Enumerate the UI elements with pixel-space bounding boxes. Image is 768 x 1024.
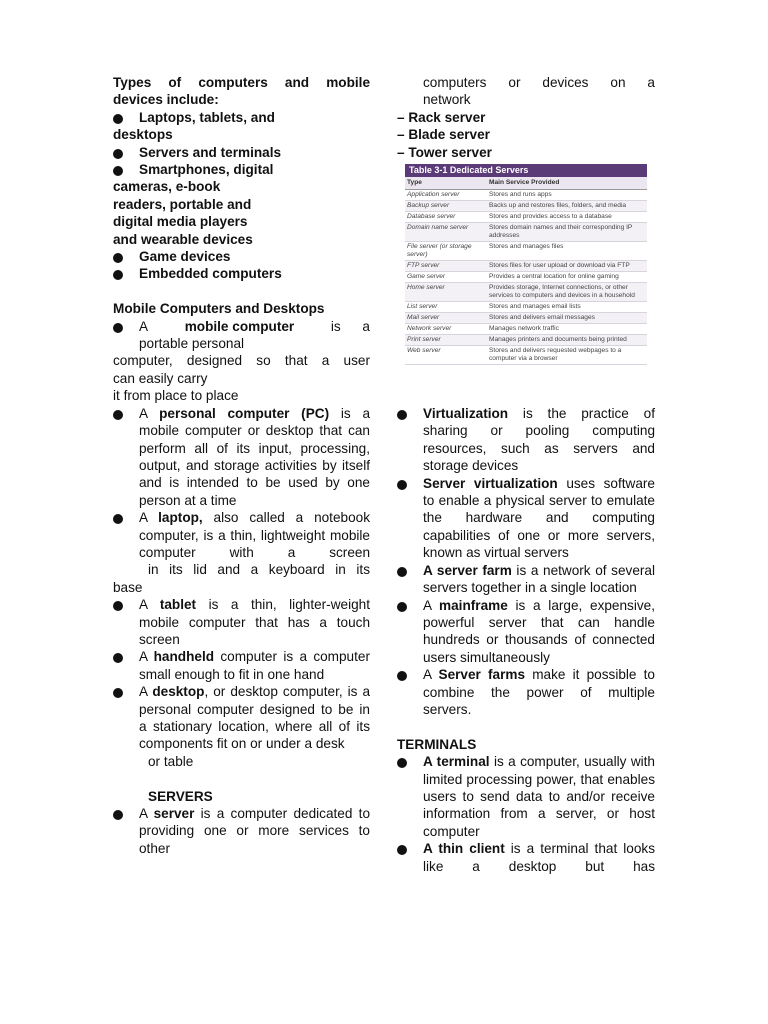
bullet-icon [397,845,407,855]
bullet-item: A handheld computer is a computer small enough to fit in one hand [113,648,370,683]
table-row [405,201,647,212]
table-row [405,346,647,365]
term: mainframe [439,597,508,613]
bullet-item: A tablet is a thin, lighter-weight mobile computer that has a touch screen [113,596,370,648]
bullet-icon [113,253,123,263]
bullet-continuation: readers, portable and [113,196,252,212]
service-cell: Stores files for user upload or download via FTP [487,261,647,272]
table-header: Main Service Provided [487,177,647,190]
service-cell: Stores and delivers email messages [487,313,647,324]
bullet-icon [397,410,407,420]
bullet-continuation: digital media players [113,214,248,230]
term: A server farm [423,562,512,578]
table-row [405,302,647,313]
service-cell: Manages printers and documents being printed [487,335,647,346]
bullet-continuation: and wearable devices [113,231,253,247]
bullet-item: A desktop, or desktop computer, is a personal computer designed to be in a stationary location, where all of its components fit on or under a desk [113,683,370,753]
bullet-item: A mobile computer is a [113,318,370,335]
server-type-cell: Database server [405,212,487,223]
server-type-cell: Home server [405,283,487,302]
service-cell: Stores and manages email lists [487,302,647,313]
service-cell: Provides a central location for online gaming [487,272,647,283]
term: server [153,806,195,822]
bullet-icon [113,653,123,663]
service-cell: Stores and delivers requested webpages to a computer via a browser [487,346,647,365]
bullet-icon [113,166,123,176]
term: tablet [159,597,197,613]
table-caption: Table 3-1 Dedicated Servers [405,164,647,177]
term: mobile computer [184,318,295,334]
table-row [405,283,647,302]
bullet-icon [113,688,123,698]
bullet-icon [397,758,407,768]
term: laptop, [158,510,203,526]
bullet-item: Server virtualization uses software to enable a physical server to emulate the hardware and computing capabilities of one or more servers, known as virtual servers [397,475,655,562]
dash-item: – Blade server [397,127,490,143]
intro-line: devices include: [113,92,219,108]
bullet-item: Servers and terminals [113,144,370,161]
bullet-item: A terminal is a computer, usually with limited processing power, that enables users to send data to and/or receive information from a server, or host computer [397,753,655,840]
table-row [405,272,647,283]
bullet-item: Smartphones, digital [113,161,370,178]
term: personal computer (PC) [159,405,330,421]
table-row [405,324,647,335]
bullet-item: A Server farms make it possible to combine the power of multiple servers. [397,666,655,718]
service-cell: Stores and provides access to a database [487,212,647,223]
bullet-continuation: desktops [113,127,173,143]
bullet-item: A server farm is a network of several servers together in a single location [397,562,655,597]
server-type-cell: List server [405,302,487,313]
server-type-cell: Mail server [405,313,487,324]
term: desktop [152,684,205,700]
bullet-item: Laptops, tablets, and [113,109,370,126]
table-row [405,335,647,346]
table-header: Type [405,177,487,190]
bullet-icon [113,149,123,159]
server-type-cell: Backup server [405,201,487,212]
bullet-item: A mainframe is a large, expensive, powerful server that can handle hundreds or thousands of connected users simultaneously [397,597,655,667]
bullet-icon [113,514,123,524]
section-heading: TERMINALS [397,736,477,752]
dedicated-servers-table [405,164,647,365]
bullet-icon [397,567,407,577]
table-row [405,223,647,242]
table-row [405,242,647,261]
server-type-cell: Application server [405,190,487,201]
server-type-cell: Web server [405,346,487,365]
bullet-item: A personal computer (PC) is a mobile computer or desktop that can perform all of its input, processing, output, and storage activities by itself and is intended to be used by one person at a time [113,405,370,509]
bullet-icon [397,602,407,612]
service-cell: Stores domain names and their corresponding IP addresses [487,223,647,242]
table-row [405,190,647,201]
bullet-item: A thin client is a terminal that looks like a desktop but has [397,840,655,875]
table-row [405,212,647,223]
term: Virtualization [423,406,509,422]
bullet-icon [113,270,123,280]
service-cell: Stores and manages files [487,242,647,261]
term: Server virtualization [423,475,558,491]
bullet-icon [397,480,407,490]
table-row [405,261,647,272]
bullet-icon [113,810,123,820]
server-type-cell: Network server [405,324,487,335]
service-cell: Manages network traffic [487,324,647,335]
bullet-item: Game devices [113,248,370,265]
bullet-continuation: cameras, e-book [113,179,221,195]
bullet-item: Virtualization is the practice of sharing or pooling computing resources, such as servers and storage devices [397,405,655,475]
term: handheld [153,649,215,665]
bullet-icon [113,323,123,333]
right-column: computers or devices on a network – Rack server – Blade server – Tower server Table 3-1 Dedicated Servers Type Main Service Provided Application server Stores and runs apps Backup server Backs up and restores files, folders, and media Database server Stores and provides access to a database Domain name server Stores domain names and their corresponding IP addresses File server (or storage server) Stores and manages files FTP server Stores files for user upload or download via FTP Game server Provides a central location for online gaming Home server Provides storage, Internet connections, or other services to computers and devices in a household List server Stores and manages email lists Mail server Stores and delivers email messages Network server Manages network traffic Print server Manages printers and documents being printed Web server Stores and delivers requested webpages to a computer via a browser Virtualization is the practice of sharing or pooling computing resources, such as servers and storage devices Server virtualization uses software to enable a physical server to emulate the hardware and computing capabilities of one or more servers, known as virtual servers A server farm is a network of several servers together in a single location A mainframe is a large, expensive, powerful server that can handle hundreds or thousands of connected users simultaneously A Server farms make it possible to combine the power of multiple servers. TERMINALS A terminal is a computer, usually with limited processing power, that enables users to send data to and/or receive information from a server, or host computer A thin client is a terminal that looks like a desktop but has [397,75,655,874]
service-cell: Stores and runs apps [487,190,647,201]
section-heading: Mobile Computers and Desktops [113,301,325,317]
bullet-item: A laptop, also called a notebook computer, is a thin, lightweight mobile computer with a screen [113,509,370,561]
bullet-icon [113,114,123,124]
term: Server farms [438,667,526,683]
dash-item: – Rack server [397,109,486,125]
term: A thin client [423,841,505,857]
server-type-cell: FTP server [405,261,487,272]
bullet-item: Embedded computers [113,265,370,282]
dash-item: – Tower server [397,144,492,160]
bullet-icon [397,671,407,681]
server-type-cell: File server (or storage server) [405,242,487,261]
service-cell: Provides storage, Internet connections, or other services to computers and devices in a household [487,283,647,302]
left-column: Types of computers and mobile devices include: Laptops, tablets, and desktops Servers and terminals Smartphones, digital cameras, e-book readers, portable and digital media players and wearable devices Game devices Embedded computers Mobile Computers and Desktops A mobile computer is a portable personal computer, designed so that a user can easily carry it from place to place A personal computer (PC) is a mobile computer or desktop that can perform all of its input, processing, output, and storage activities by itself and is intended to be used by one person at a time A laptop, also called a notebook computer, is a thin, lightweight mobile computer with a screen in its lid and a keyboard in its base A tablet is a thin, lighter-weight mobile computer that has a touch screen A handheld computer is a computer small enough to fit in one hand A desktop, or desktop computer, is a personal computer designed to be in a stationary location, where all of its components fit on or under a desk or table SERVERS A server is a computer dedicated to providing one or more services to other [113,75,371,856]
term: A terminal [423,754,490,770]
table-row [405,313,647,324]
bullet-icon [113,410,123,420]
bullet-icon [113,601,123,611]
server-type-cell: Game server [405,272,487,283]
intro-line: Types of computers and mobile [113,75,370,90]
section-heading: SERVERS [148,788,213,804]
bullet-item: A server is a computer dedicated to providing one or more services to other [113,805,370,857]
server-type-cell: Domain name server [405,223,487,242]
server-type-cell: Print server [405,335,487,346]
service-cell: Backs up and restores files, folders, and media [487,201,647,212]
